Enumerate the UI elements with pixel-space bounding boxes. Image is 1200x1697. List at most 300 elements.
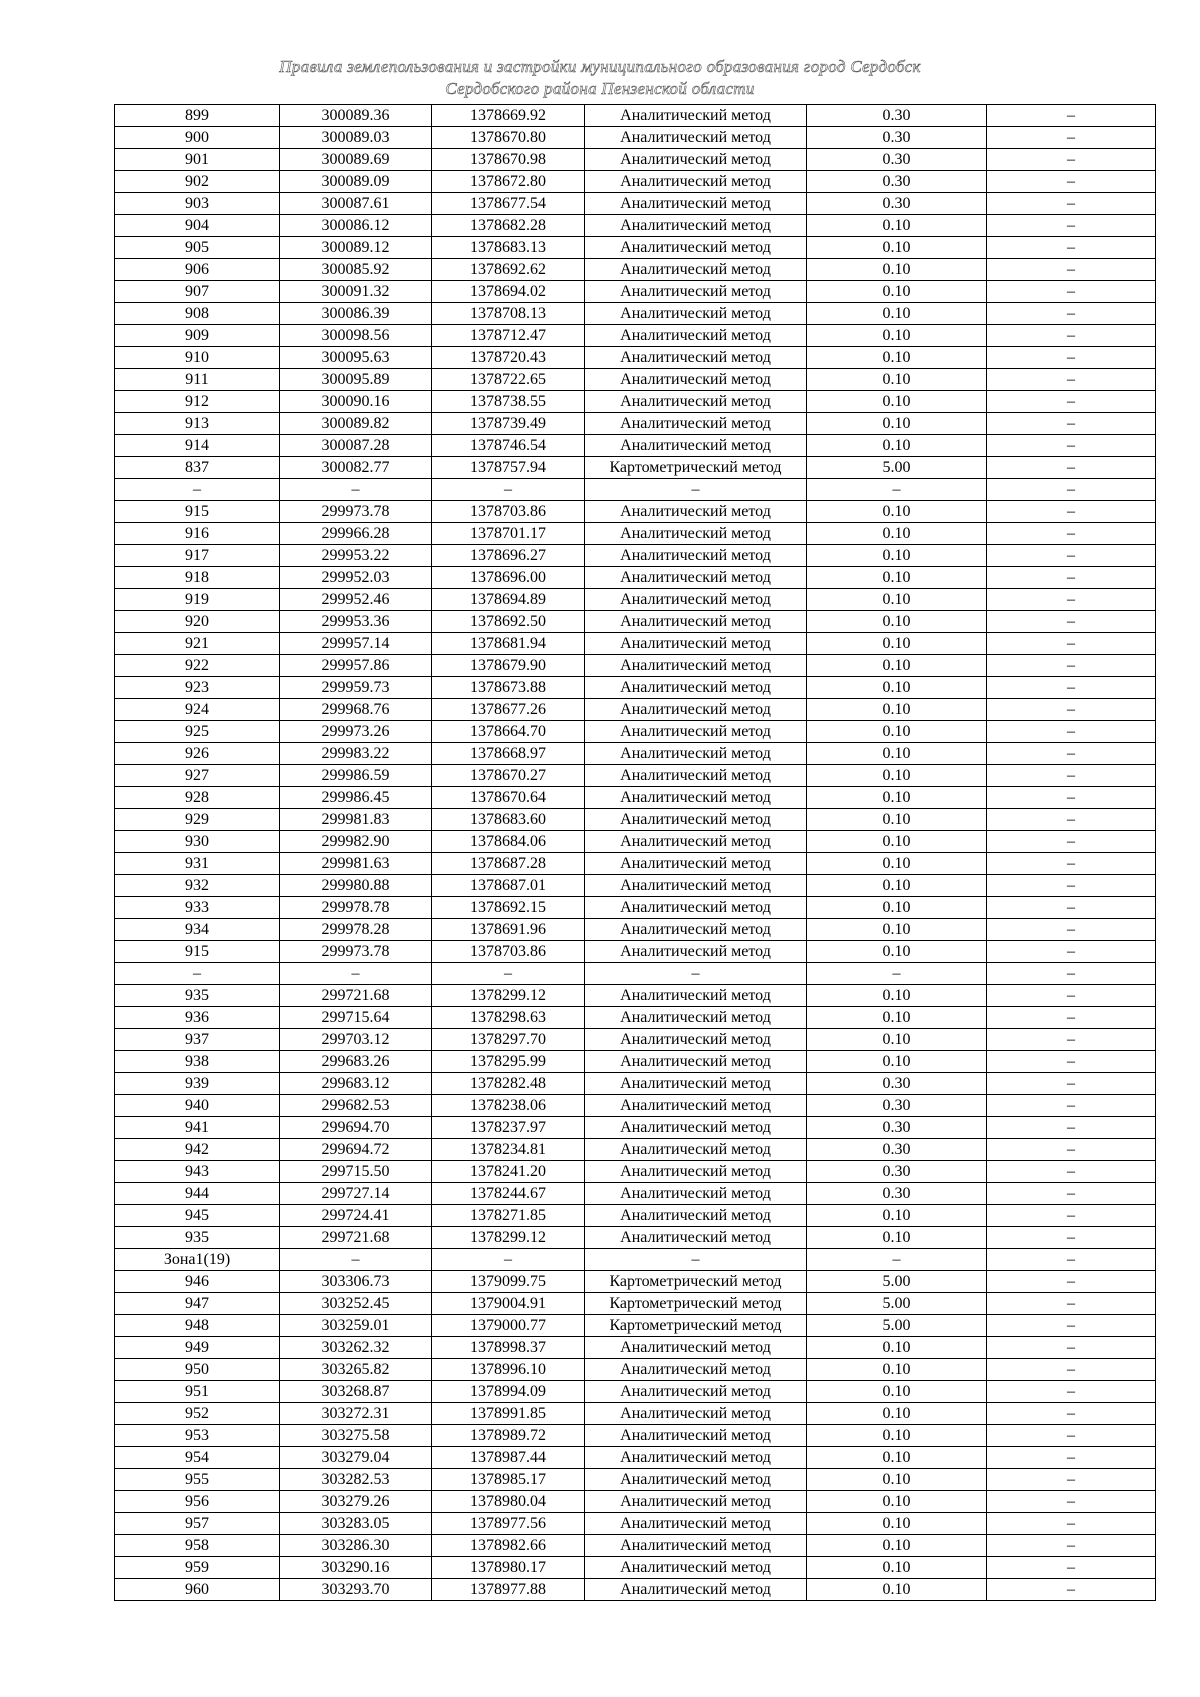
y-coordinate-cell: 1378692.62 xyxy=(432,259,585,281)
method-cell: Аналитический метод xyxy=(585,1469,807,1491)
x-coordinate-cell: 299986.59 xyxy=(280,765,432,787)
point-number-cell: 958 xyxy=(115,1535,280,1557)
accuracy-cell: 0.10 xyxy=(807,589,987,611)
y-coordinate-cell: 1378677.26 xyxy=(432,699,585,721)
x-coordinate-cell: 303268.87 xyxy=(280,1381,432,1403)
description-cell: – xyxy=(987,1513,1156,1535)
point-number-cell: 946 xyxy=(115,1271,280,1293)
method-cell: Аналитический метод xyxy=(585,1183,807,1205)
y-coordinate-cell: 1378683.60 xyxy=(432,809,585,831)
accuracy-cell: 0.10 xyxy=(807,369,987,391)
description-cell: – xyxy=(987,1271,1156,1293)
method-cell: Аналитический метод xyxy=(585,1381,807,1403)
description-cell: – xyxy=(987,127,1156,149)
table-row xyxy=(115,919,1156,941)
point-number-cell: 918 xyxy=(115,567,280,589)
y-coordinate-cell: 1378712.47 xyxy=(432,325,585,347)
accuracy-cell: 0.10 xyxy=(807,303,987,325)
accuracy-cell: 0.10 xyxy=(807,897,987,919)
description-cell: – xyxy=(987,1381,1156,1403)
table-row xyxy=(115,743,1156,765)
accuracy-cell: 0.10 xyxy=(807,325,987,347)
point-number-cell: 910 xyxy=(115,347,280,369)
x-coordinate-cell: 303265.82 xyxy=(280,1359,432,1381)
accuracy-cell: 0.10 xyxy=(807,237,987,259)
x-coordinate-cell: 299980.88 xyxy=(280,875,432,897)
y-coordinate-cell: 1378282.48 xyxy=(432,1073,585,1095)
method-cell: Аналитический метод xyxy=(585,1029,807,1051)
method-cell: Картометрический метод xyxy=(585,1315,807,1337)
x-coordinate-cell: 299982.90 xyxy=(280,831,432,853)
x-coordinate-cell: 299978.28 xyxy=(280,919,432,941)
y-coordinate-cell: 1378746.54 xyxy=(432,435,585,457)
y-coordinate-cell: 1378722.65 xyxy=(432,369,585,391)
description-cell: – xyxy=(987,479,1156,501)
description-cell: – xyxy=(987,1227,1156,1249)
x-coordinate-cell: 303272.31 xyxy=(280,1403,432,1425)
point-number-cell: 956 xyxy=(115,1491,280,1513)
point-number-cell: 948 xyxy=(115,1315,280,1337)
table-row xyxy=(115,435,1156,457)
x-coordinate-cell: 299981.83 xyxy=(280,809,432,831)
table-row xyxy=(115,127,1156,149)
accuracy-cell: – xyxy=(807,479,987,501)
point-number-cell: 899 xyxy=(115,105,280,127)
method-cell: Аналитический метод xyxy=(585,1139,807,1161)
method-cell: Аналитический метод xyxy=(585,259,807,281)
x-coordinate-cell: 299973.78 xyxy=(280,501,432,523)
description-cell: – xyxy=(987,589,1156,611)
y-coordinate-cell: 1378238.06 xyxy=(432,1095,585,1117)
method-cell: Аналитический метод xyxy=(585,545,807,567)
description-cell: – xyxy=(987,1469,1156,1491)
x-coordinate-cell: 300089.82 xyxy=(280,413,432,435)
table-row xyxy=(115,237,1156,259)
x-coordinate-cell: 303283.05 xyxy=(280,1513,432,1535)
point-number-cell: 935 xyxy=(115,985,280,1007)
accuracy-cell: 0.10 xyxy=(807,1579,987,1601)
method-cell: Аналитический метод xyxy=(585,127,807,149)
description-cell: – xyxy=(987,721,1156,743)
table-row xyxy=(115,369,1156,391)
method-cell: Аналитический метод xyxy=(585,1447,807,1469)
page-header xyxy=(0,56,1200,100)
table-row xyxy=(115,501,1156,523)
x-coordinate-cell: 303286.30 xyxy=(280,1535,432,1557)
y-coordinate-cell: 1378670.80 xyxy=(432,127,585,149)
method-cell: Аналитический метод xyxy=(585,831,807,853)
accuracy-cell: 0.30 xyxy=(807,1183,987,1205)
description-cell: – xyxy=(987,545,1156,567)
point-number-cell: 959 xyxy=(115,1557,280,1579)
y-coordinate-cell: 1378696.00 xyxy=(432,567,585,589)
table-row xyxy=(115,281,1156,303)
y-coordinate-cell: 1378977.56 xyxy=(432,1513,585,1535)
y-coordinate-cell: 1378244.67 xyxy=(432,1183,585,1205)
y-coordinate-cell: 1378670.64 xyxy=(432,787,585,809)
description-cell: – xyxy=(987,1579,1156,1601)
accuracy-cell: 0.10 xyxy=(807,875,987,897)
point-number-cell: 906 xyxy=(115,259,280,281)
table-row xyxy=(115,303,1156,325)
point-number-cell: 942 xyxy=(115,1139,280,1161)
accuracy-cell: 0.30 xyxy=(807,1139,987,1161)
y-coordinate-cell: 1378299.12 xyxy=(432,985,585,1007)
accuracy-cell: 0.10 xyxy=(807,941,987,963)
x-coordinate-cell: 300089.69 xyxy=(280,149,432,171)
point-number-cell: 911 xyxy=(115,369,280,391)
description-cell: – xyxy=(987,237,1156,259)
point-number-cell: 944 xyxy=(115,1183,280,1205)
description-cell: – xyxy=(987,1315,1156,1337)
y-coordinate-cell: 1378738.55 xyxy=(432,391,585,413)
point-number-cell: 919 xyxy=(115,589,280,611)
table-row xyxy=(115,985,1156,1007)
description-cell: – xyxy=(987,633,1156,655)
method-cell: Аналитический метод xyxy=(585,941,807,963)
table-row xyxy=(115,611,1156,633)
y-coordinate-cell: 1378670.27 xyxy=(432,765,585,787)
method-cell: Аналитический метод xyxy=(585,677,807,699)
description-cell: – xyxy=(987,677,1156,699)
y-coordinate-cell: 1378708.13 xyxy=(432,303,585,325)
y-coordinate-cell: 1378703.86 xyxy=(432,501,585,523)
description-cell: – xyxy=(987,1205,1156,1227)
description-cell: – xyxy=(987,1029,1156,1051)
x-coordinate-cell: 300087.61 xyxy=(280,193,432,215)
table-row xyxy=(115,567,1156,589)
y-coordinate-cell: – xyxy=(432,963,585,985)
table-row xyxy=(115,1359,1156,1381)
point-number-cell: 913 xyxy=(115,413,280,435)
table-row xyxy=(115,765,1156,787)
table-row xyxy=(115,1205,1156,1227)
point-number-cell: 941 xyxy=(115,1117,280,1139)
accuracy-cell: 0.10 xyxy=(807,919,987,941)
accuracy-cell: 0.10 xyxy=(807,523,987,545)
accuracy-cell: 0.10 xyxy=(807,633,987,655)
description-cell: – xyxy=(987,985,1156,1007)
table-row xyxy=(115,1139,1156,1161)
method-cell: Картометрический метод xyxy=(585,1293,807,1315)
accuracy-cell: 0.30 xyxy=(807,193,987,215)
method-cell: Аналитический метод xyxy=(585,369,807,391)
table-row xyxy=(115,1183,1156,1205)
accuracy-cell: 0.10 xyxy=(807,699,987,721)
method-cell: Аналитический метод xyxy=(585,325,807,347)
y-coordinate-cell: 1378987.44 xyxy=(432,1447,585,1469)
x-coordinate-cell: 299957.86 xyxy=(280,655,432,677)
description-cell: – xyxy=(987,787,1156,809)
method-cell: Аналитический метод xyxy=(585,655,807,677)
method-cell: Аналитический метод xyxy=(585,237,807,259)
y-coordinate-cell: 1378681.94 xyxy=(432,633,585,655)
description-cell: – xyxy=(987,303,1156,325)
x-coordinate-cell: 299953.22 xyxy=(280,545,432,567)
table-row xyxy=(115,1557,1156,1579)
description-cell: – xyxy=(987,1557,1156,1579)
y-coordinate-cell: 1378669.92 xyxy=(432,105,585,127)
accuracy-cell: 0.10 xyxy=(807,1051,987,1073)
x-coordinate-cell: 300095.89 xyxy=(280,369,432,391)
point-number-cell: 940 xyxy=(115,1095,280,1117)
table-row xyxy=(115,215,1156,237)
y-coordinate-cell: 1378989.72 xyxy=(432,1425,585,1447)
table-row xyxy=(115,1403,1156,1425)
point-number-cell: 938 xyxy=(115,1051,280,1073)
x-coordinate-cell: 299953.36 xyxy=(280,611,432,633)
accuracy-cell: 0.30 xyxy=(807,105,987,127)
x-coordinate-cell: 303282.53 xyxy=(280,1469,432,1491)
description-cell: – xyxy=(987,1161,1156,1183)
point-number-cell: 925 xyxy=(115,721,280,743)
table-row xyxy=(115,1513,1156,1535)
table-row xyxy=(115,1381,1156,1403)
y-coordinate-cell: 1378692.15 xyxy=(432,897,585,919)
method-cell: Аналитический метод xyxy=(585,347,807,369)
accuracy-cell: 0.30 xyxy=(807,1095,987,1117)
description-cell: – xyxy=(987,941,1156,963)
accuracy-cell: – xyxy=(807,963,987,985)
accuracy-cell: 0.10 xyxy=(807,567,987,589)
method-cell: Аналитический метод xyxy=(585,765,807,787)
description-cell: – xyxy=(987,259,1156,281)
method-cell: Аналитический метод xyxy=(585,1337,807,1359)
point-number-cell: 943 xyxy=(115,1161,280,1183)
method-cell: – xyxy=(585,963,807,985)
y-coordinate-cell: 1378991.85 xyxy=(432,1403,585,1425)
y-coordinate-cell: 1379099.75 xyxy=(432,1271,585,1293)
accuracy-cell: 0.10 xyxy=(807,1513,987,1535)
point-number-cell: 922 xyxy=(115,655,280,677)
x-coordinate-cell: 303259.01 xyxy=(280,1315,432,1337)
accuracy-cell: 0.10 xyxy=(807,655,987,677)
x-coordinate-cell: 300098.56 xyxy=(280,325,432,347)
method-cell: Аналитический метод xyxy=(585,633,807,655)
accuracy-cell: 0.10 xyxy=(807,787,987,809)
y-coordinate-cell: 1378703.86 xyxy=(432,941,585,963)
accuracy-cell: 0.30 xyxy=(807,127,987,149)
description-cell: – xyxy=(987,1183,1156,1205)
description-cell: – xyxy=(987,523,1156,545)
description-cell: – xyxy=(987,171,1156,193)
accuracy-cell: 0.10 xyxy=(807,545,987,567)
y-coordinate-cell: 1378297.70 xyxy=(432,1029,585,1051)
x-coordinate-cell: – xyxy=(280,1249,432,1271)
description-cell: – xyxy=(987,325,1156,347)
y-coordinate-cell: 1378668.97 xyxy=(432,743,585,765)
x-coordinate-cell: 300089.36 xyxy=(280,105,432,127)
method-cell: Аналитический метод xyxy=(585,567,807,589)
point-number-cell: 921 xyxy=(115,633,280,655)
x-coordinate-cell: 299694.70 xyxy=(280,1117,432,1139)
y-coordinate-cell: 1378980.04 xyxy=(432,1491,585,1513)
description-cell: – xyxy=(987,215,1156,237)
description-cell: – xyxy=(987,1403,1156,1425)
description-cell: – xyxy=(987,1425,1156,1447)
coordinates-table-body xyxy=(115,105,1156,1601)
description-cell: – xyxy=(987,897,1156,919)
x-coordinate-cell: 299703.12 xyxy=(280,1029,432,1051)
accuracy-cell: 0.10 xyxy=(807,435,987,457)
x-coordinate-cell: 299721.68 xyxy=(280,985,432,1007)
x-coordinate-cell: 299727.14 xyxy=(280,1183,432,1205)
point-number-cell: 928 xyxy=(115,787,280,809)
header-line-1: Правила землепользования и застройки муниципального образования город Сердобск xyxy=(279,57,921,76)
x-coordinate-cell: 299983.22 xyxy=(280,743,432,765)
point-number-cell: 903 xyxy=(115,193,280,215)
method-cell: Аналитический метод xyxy=(585,919,807,941)
x-coordinate-cell: 299721.68 xyxy=(280,1227,432,1249)
method-cell: Аналитический метод xyxy=(585,193,807,215)
x-coordinate-cell: – xyxy=(280,963,432,985)
table-row xyxy=(115,1337,1156,1359)
point-number-cell: 933 xyxy=(115,897,280,919)
x-coordinate-cell: 303290.16 xyxy=(280,1557,432,1579)
accuracy-cell: 5.00 xyxy=(807,1293,987,1315)
method-cell: Аналитический метод xyxy=(585,1205,807,1227)
table-row xyxy=(115,1029,1156,1051)
x-coordinate-cell: 300082.77 xyxy=(280,457,432,479)
point-number-cell: 908 xyxy=(115,303,280,325)
method-cell: Аналитический метод xyxy=(585,523,807,545)
accuracy-cell: 0.10 xyxy=(807,1359,987,1381)
y-coordinate-cell: 1378977.88 xyxy=(432,1579,585,1601)
method-cell: Аналитический метод xyxy=(585,589,807,611)
point-number-cell: 953 xyxy=(115,1425,280,1447)
x-coordinate-cell: 303293.70 xyxy=(280,1579,432,1601)
y-coordinate-cell: 1378679.90 xyxy=(432,655,585,677)
table-row xyxy=(115,1315,1156,1337)
x-coordinate-cell: 299986.45 xyxy=(280,787,432,809)
description-cell: – xyxy=(987,875,1156,897)
table-row xyxy=(115,391,1156,413)
method-cell: Картометрический метод xyxy=(585,457,807,479)
accuracy-cell: 0.10 xyxy=(807,1403,987,1425)
y-coordinate-cell: 1378687.28 xyxy=(432,853,585,875)
accuracy-cell: 5.00 xyxy=(807,1315,987,1337)
y-coordinate-cell: 1378980.17 xyxy=(432,1557,585,1579)
point-number-cell: 904 xyxy=(115,215,280,237)
y-coordinate-cell: 1378994.09 xyxy=(432,1381,585,1403)
header-line-2: Сердобского района Пензенской области xyxy=(445,79,755,98)
point-number-cell: 954 xyxy=(115,1447,280,1469)
y-coordinate-cell: 1378996.10 xyxy=(432,1359,585,1381)
table-row xyxy=(115,457,1156,479)
description-cell: – xyxy=(987,765,1156,787)
accuracy-cell: 0.10 xyxy=(807,765,987,787)
point-number-cell: 934 xyxy=(115,919,280,941)
table-row xyxy=(115,809,1156,831)
x-coordinate-cell: 300086.39 xyxy=(280,303,432,325)
table-row xyxy=(115,523,1156,545)
accuracy-cell: 0.10 xyxy=(807,215,987,237)
coordinates-table xyxy=(114,104,1156,1601)
point-number-cell: 955 xyxy=(115,1469,280,1491)
method-cell: – xyxy=(585,1249,807,1271)
point-number-cell: 949 xyxy=(115,1337,280,1359)
point-number-cell: 931 xyxy=(115,853,280,875)
point-number-cell: 917 xyxy=(115,545,280,567)
point-number-cell: 929 xyxy=(115,809,280,831)
table-row xyxy=(115,633,1156,655)
table-row xyxy=(115,1073,1156,1095)
x-coordinate-cell: 299682.53 xyxy=(280,1095,432,1117)
table-row xyxy=(115,1425,1156,1447)
table-row xyxy=(115,677,1156,699)
description-cell: – xyxy=(987,1095,1156,1117)
description-cell: – xyxy=(987,281,1156,303)
point-number-cell: 920 xyxy=(115,611,280,633)
point-number-cell: 947 xyxy=(115,1293,280,1315)
accuracy-cell: 0.10 xyxy=(807,1557,987,1579)
x-coordinate-cell: 299715.64 xyxy=(280,1007,432,1029)
method-cell: Аналитический метод xyxy=(585,215,807,237)
description-cell: – xyxy=(987,809,1156,831)
method-cell: Аналитический метод xyxy=(585,413,807,435)
x-coordinate-cell: 299966.28 xyxy=(280,523,432,545)
accuracy-cell: 0.10 xyxy=(807,413,987,435)
description-cell: – xyxy=(987,831,1156,853)
method-cell: Аналитический метод xyxy=(585,1425,807,1447)
accuracy-cell: 0.10 xyxy=(807,853,987,875)
point-number-cell: 945 xyxy=(115,1205,280,1227)
x-coordinate-cell: 303275.58 xyxy=(280,1425,432,1447)
description-cell: – xyxy=(987,501,1156,523)
table-row xyxy=(115,655,1156,677)
x-coordinate-cell: 299973.26 xyxy=(280,721,432,743)
x-coordinate-cell: 300095.63 xyxy=(280,347,432,369)
description-cell: – xyxy=(987,699,1156,721)
y-coordinate-cell: 1378684.06 xyxy=(432,831,585,853)
method-cell: Аналитический метод xyxy=(585,1095,807,1117)
y-coordinate-cell: 1378299.12 xyxy=(432,1227,585,1249)
y-coordinate-cell: 1378677.54 xyxy=(432,193,585,215)
y-coordinate-cell: 1378673.88 xyxy=(432,677,585,699)
method-cell: Аналитический метод xyxy=(585,699,807,721)
y-coordinate-cell: 1378694.02 xyxy=(432,281,585,303)
table-row xyxy=(115,853,1156,875)
table-row xyxy=(115,699,1156,721)
method-cell: Аналитический метод xyxy=(585,281,807,303)
method-cell: Аналитический метод xyxy=(585,435,807,457)
point-number-cell: 957 xyxy=(115,1513,280,1535)
x-coordinate-cell: 300091.32 xyxy=(280,281,432,303)
y-coordinate-cell: 1378664.70 xyxy=(432,721,585,743)
table-row xyxy=(115,1227,1156,1249)
accuracy-cell: 0.10 xyxy=(807,1447,987,1469)
method-cell: Аналитический метод xyxy=(585,1161,807,1183)
x-coordinate-cell: 299683.12 xyxy=(280,1073,432,1095)
x-coordinate-cell: 299724.41 xyxy=(280,1205,432,1227)
x-coordinate-cell: 300086.12 xyxy=(280,215,432,237)
table-row xyxy=(115,1095,1156,1117)
table-row xyxy=(115,1249,1156,1271)
description-cell: – xyxy=(987,149,1156,171)
y-coordinate-cell: 1378234.81 xyxy=(432,1139,585,1161)
method-cell: Аналитический метод xyxy=(585,171,807,193)
x-coordinate-cell: 300089.09 xyxy=(280,171,432,193)
point-number-cell: 900 xyxy=(115,127,280,149)
description-cell: – xyxy=(987,1007,1156,1029)
point-number-cell: 914 xyxy=(115,435,280,457)
table-row xyxy=(115,1293,1156,1315)
description-cell: – xyxy=(987,655,1156,677)
y-coordinate-cell: 1378998.37 xyxy=(432,1337,585,1359)
table-row xyxy=(115,545,1156,567)
y-coordinate-cell: 1378701.17 xyxy=(432,523,585,545)
x-coordinate-cell: 303279.26 xyxy=(280,1491,432,1513)
